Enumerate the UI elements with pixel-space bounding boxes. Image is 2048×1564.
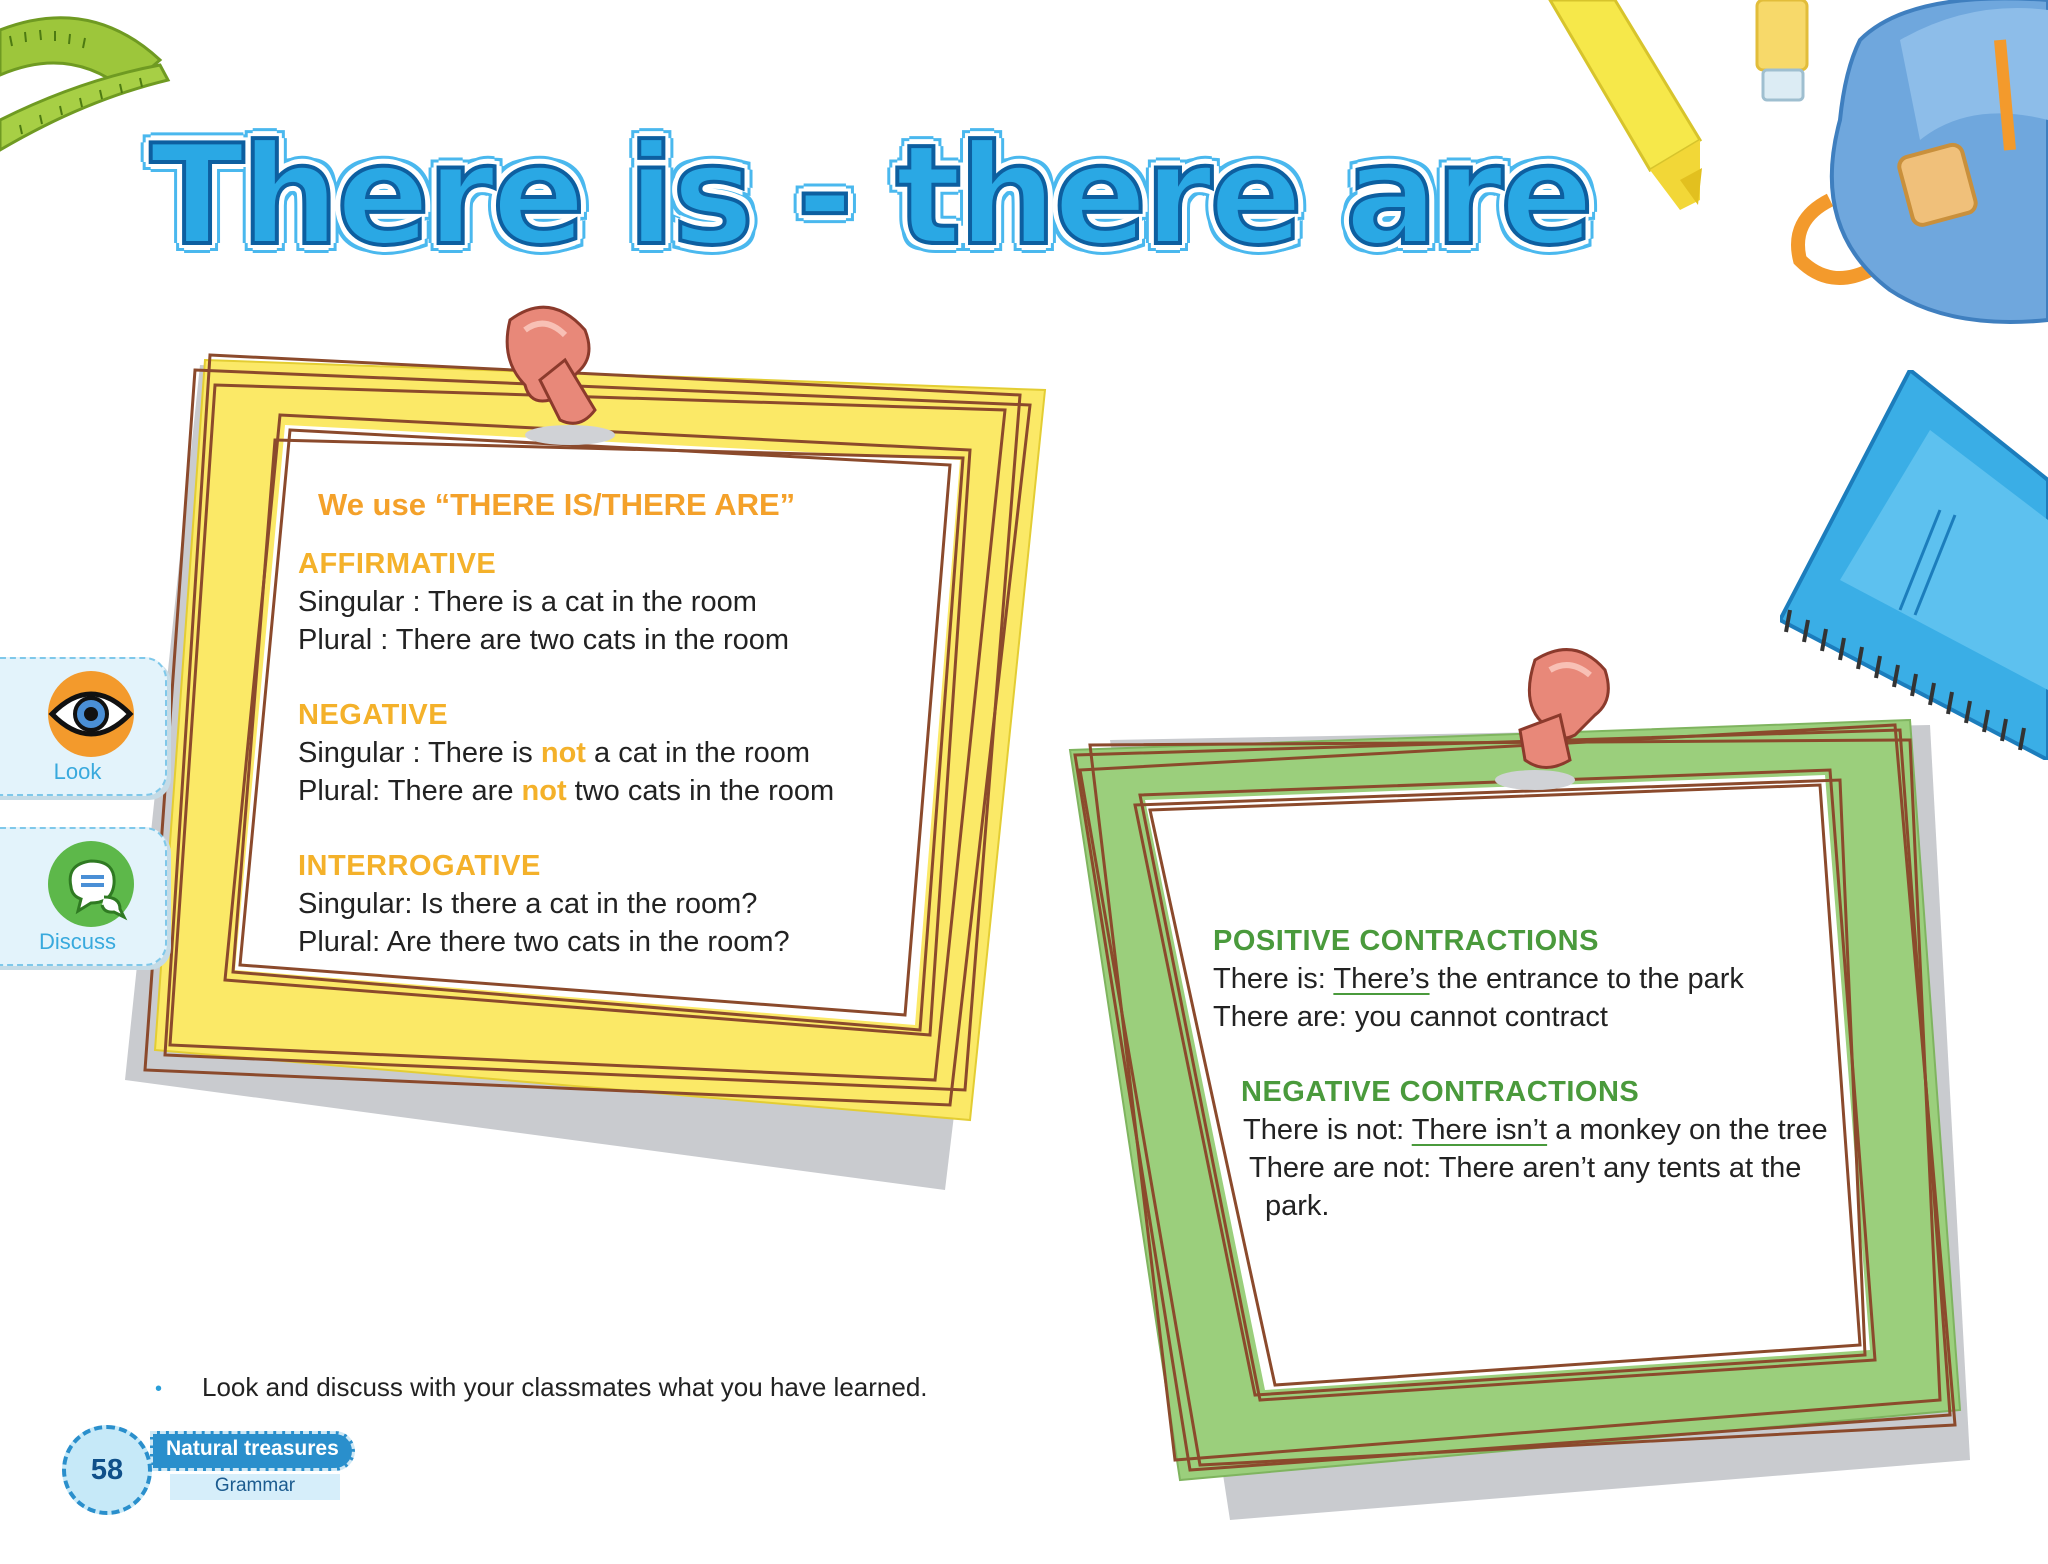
interrogative-heading: INTERROGATIVE [298, 850, 541, 882]
instruction-text: Look and discuss with your classmates what you have learned. [202, 1372, 928, 1402]
negative-contractions-heading: NEGATIVE CONTRACTIONS [1241, 1076, 1640, 1108]
negative-contraction-line-2: There are not: There aren’t any tents at the [1249, 1152, 1802, 1184]
interrogative-plural: Plural: Are there two cats in the room? [298, 926, 790, 958]
push-pin-icon [1475, 640, 1635, 800]
section-label: Grammar [214, 1475, 296, 1496]
eye-icon [46, 669, 136, 759]
interrogative-singular: Singular: Is there a cat in the room? [298, 888, 758, 920]
positive-line-2: There are: you cannot contract [1213, 1001, 1608, 1033]
not-highlight: not [540, 737, 586, 769]
instruction-bullet: • [155, 1378, 163, 1400]
negative-singular: Singular : There is not a cat in the room [298, 737, 811, 769]
look-tab[interactable] [0, 657, 167, 796]
page-number-badge [62, 1425, 152, 1515]
discuss-label: Discuss [38, 929, 116, 954]
unit-title: Natural treasures [166, 1437, 339, 1460]
affirmative-plural: Plural : There are two cats in the room [298, 624, 790, 656]
page-title: There is - there are [150, 115, 1591, 276]
green-note-content [1213, 922, 1873, 1225]
page-number: 58 [90, 1453, 124, 1486]
positive-line-1: There is: There’s the entrance to the park [1213, 963, 1744, 995]
negative-heading: NEGATIVE [298, 699, 449, 731]
speech-bubbles-icon [46, 839, 136, 929]
positive-contractions-heading: POSITIVE CONTRACTIONS [1213, 925, 1599, 957]
look-label: Look [53, 759, 102, 784]
negative-contraction-line-1: There is not: There isn’t a monkey on the tree [1243, 1114, 1828, 1146]
discuss-tab[interactable] [0, 827, 167, 966]
not-highlight: not [521, 775, 567, 807]
yellow-note-content [298, 485, 898, 961]
backpack-decoration [1770, 0, 2048, 330]
negative-contraction-line-3: park. [1265, 1190, 1330, 1222]
affirmative-singular: Singular : There is a cat in the room [298, 586, 757, 618]
push-pin-icon [470, 290, 630, 450]
negative-plural: Plural: There are not two cats in the room [298, 775, 835, 807]
affirmative-heading: AFFIRMATIVE [298, 548, 497, 580]
yellow-note-heading: We use “THERE IS/THERE ARE” [318, 487, 796, 522]
